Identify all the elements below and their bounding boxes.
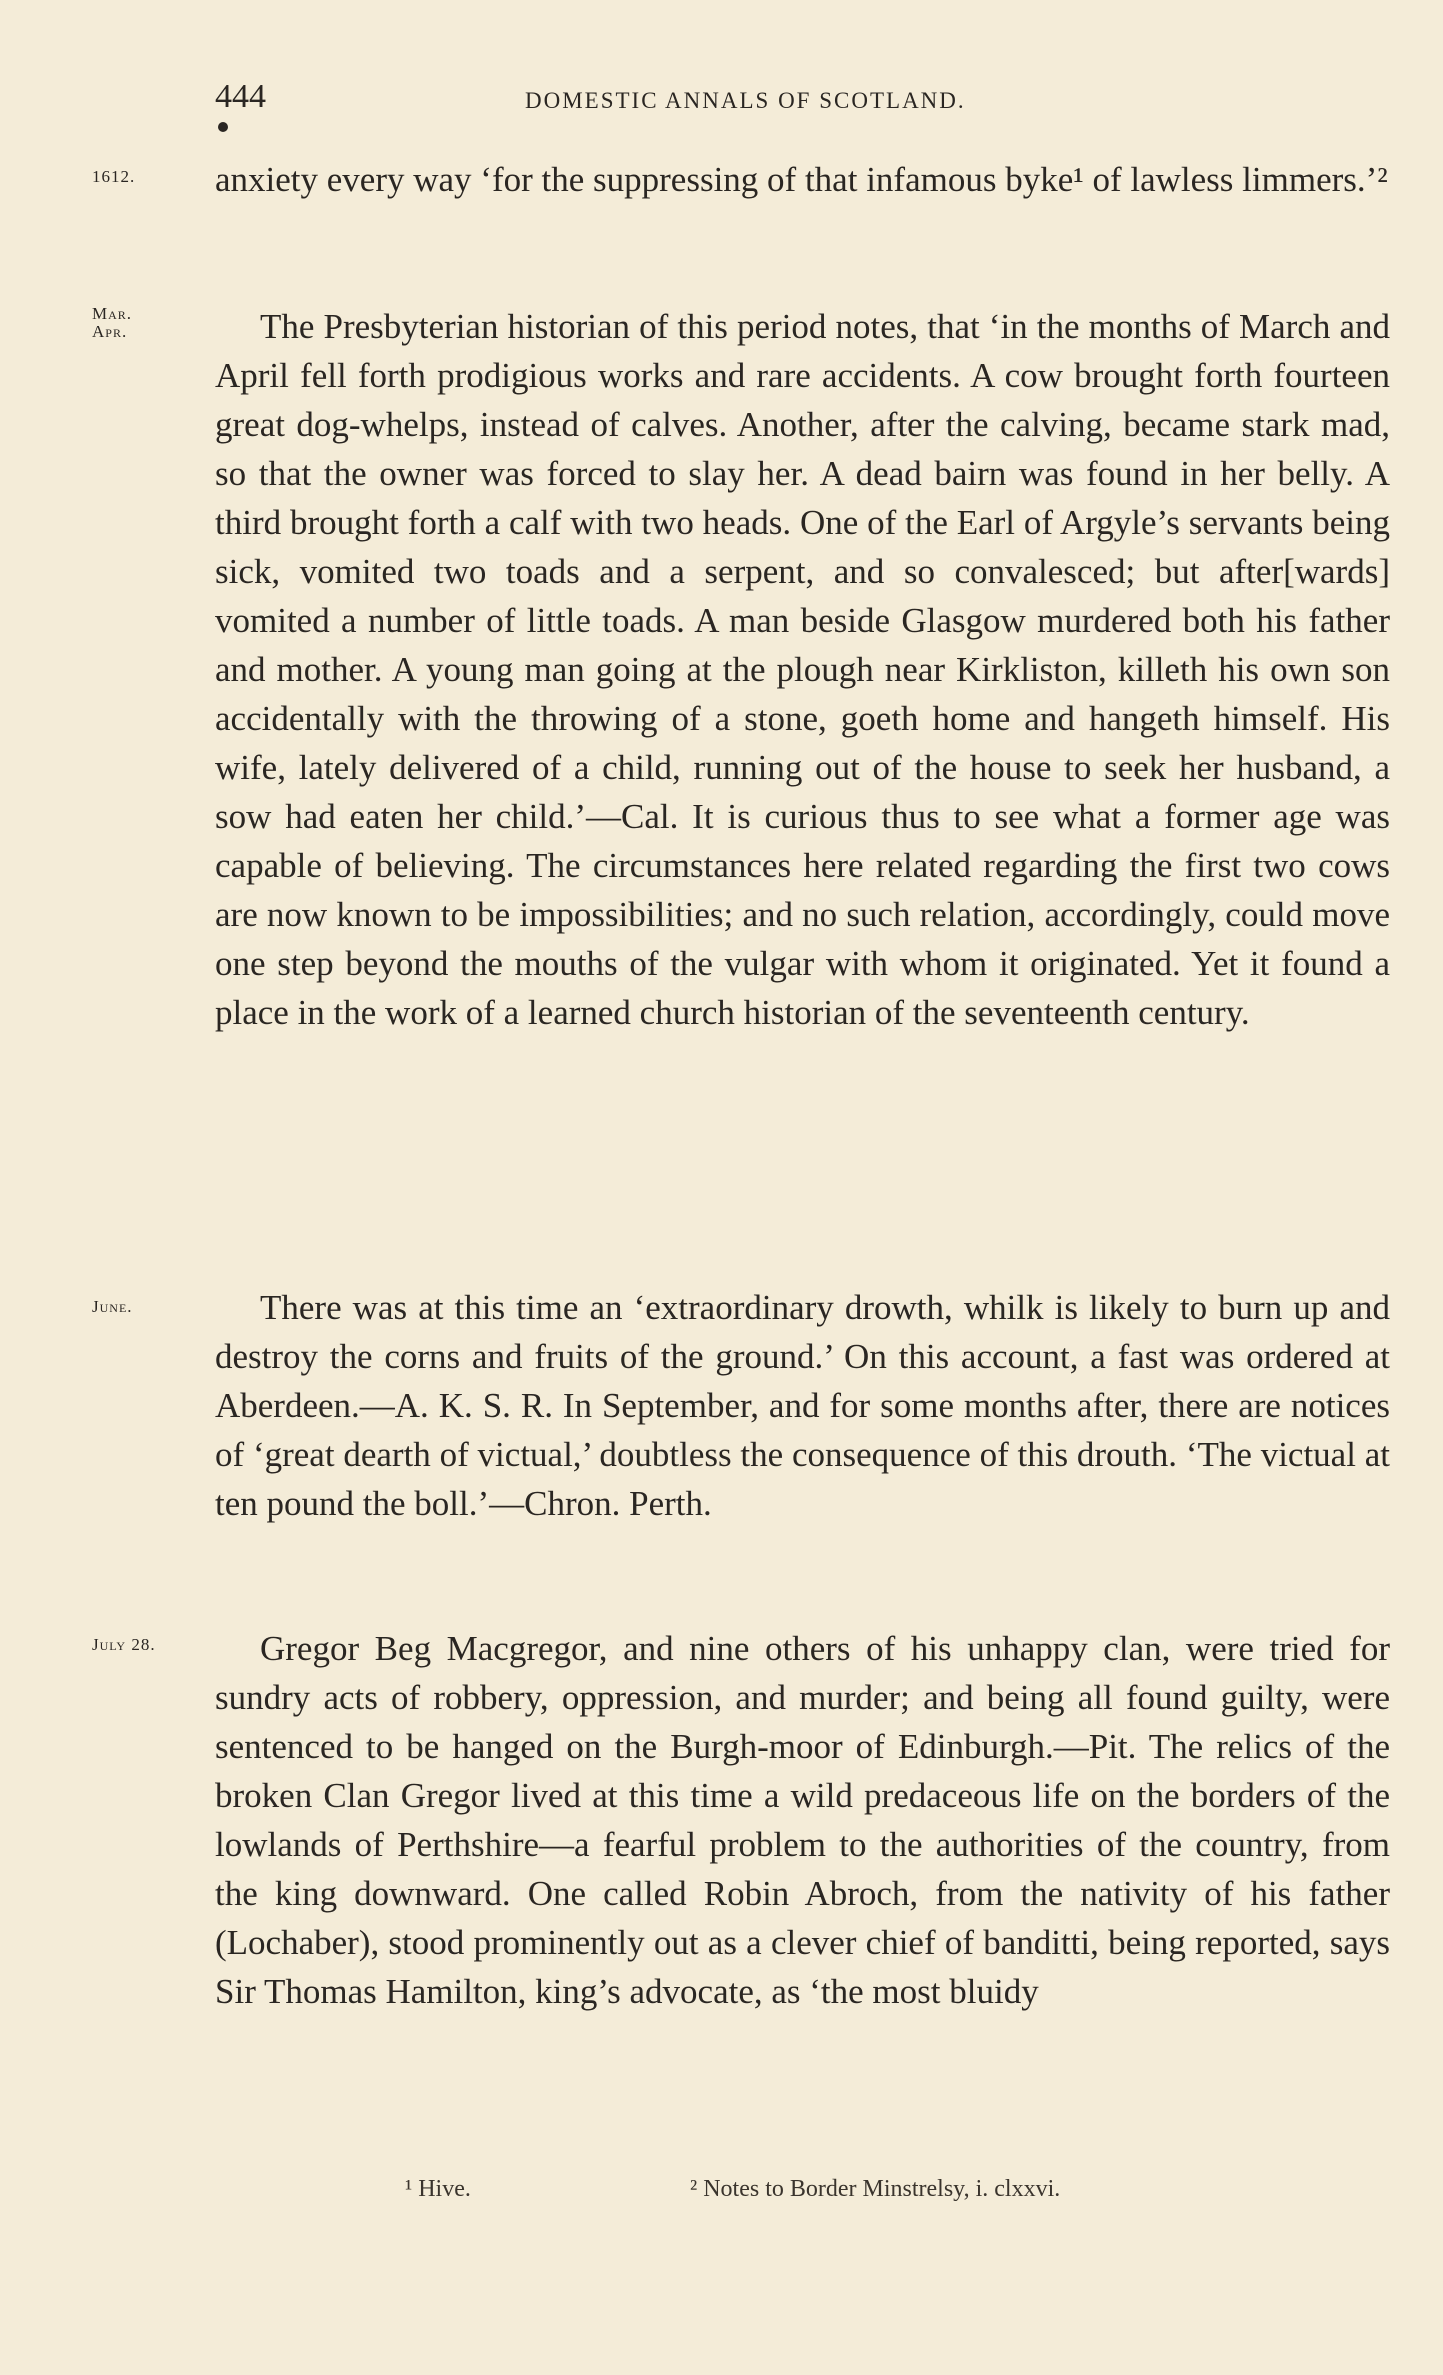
paragraph-0: anxiety every way ‘for the suppressing of that infamous byke¹ of lawless limmers.’² (215, 160, 1388, 199)
footnote-1: ¹ Hive. (405, 2176, 471, 2202)
paragraph-mar-apr (215, 302, 1390, 1037)
paragraph-2: There was at this time an ‘extraordinary drowth, whilk is likely to burn up and destroy the corns and fruits of the ground.’ On this account, a fast was ordered at Aberdeen.—A. K. S. R. In September, and for some months after, there are notices of ‘great dearth of victual,’ doubtless the consequence of this drouth. ‘The victual at ten pound the boll.’—Chron. Perth. (215, 1288, 1390, 1523)
ink-dot (218, 122, 228, 132)
page-number: 444 (215, 78, 266, 115)
margin-july: July 28. (92, 1635, 156, 1654)
margin-mar: Mar. (92, 304, 133, 323)
paragraph-3: Gregor Beg Macgregor, and nine others of his unhappy clan, were tried for sundry acts of robbery, oppression, and murder; and being all found guilty, were sentenced to be hanged on the Burgh-moor of Edinburgh.—Pit. The relics of the broken Clan Gregor lived at this time a wild predaceous life on the borders of the lowlands of Perthshire—a fearful problem to the authorities of the country, from the king downward. One called Robin Abroch, from the nativity of his father (Lochaber), stood prominently out as a clever chief of banditti, being reported, says Sir Thomas Hamilton, king’s advocate, as ‘the most bluidy (215, 1629, 1390, 2011)
footnote-2: ² Notes to Border Minstrelsy, i. clxxvi. (690, 2176, 1061, 2202)
margin-year: 1612. (92, 167, 136, 186)
paragraph-continuation (215, 155, 1390, 204)
margin-apr: Apr. (92, 322, 128, 341)
paragraph-1: The Presbyterian historian of this period notes, that ‘in the months of March and April fell forth prodigious works and rare accidents. A cow brought forth fourteen great dog-whelps, instead of calves. Another, after the calving, became stark mad, so that the owner was forced to slay her. A dead bairn was found in her belly. A third brought forth a calf with two heads. One of the Earl of Argyle’s servants being sick, vomited two toads and a serpent, and so convalesced; but after[wards] vomited a number of little toads. A man beside Glasgow murdered both his father and mother. A young man going at the plough near Kirkliston, killeth his own son accidentally with the throwing of a stone, goeth home and hangeth himself. His wife, lately delivered of a child, running out of the house to seek her husband, a sow had eaten her child.’—Cal. It is curious thus to see what a former age was capable of believing. The circumstances here related regarding the first two cows are now known to be impossibilities; and no such relation, accordingly, could move one step beyond the mouths of the vulgar with whom it originated. Yet it found a place in the work of a learned church historian of the seventeenth century. (215, 307, 1390, 1032)
margin-june: June. (92, 1297, 133, 1316)
paragraph-june (215, 1283, 1390, 1528)
running-title: DOMESTIC ANNALS OF SCOTLAND. (525, 88, 966, 113)
page-header (215, 78, 1095, 128)
paragraph-july (215, 1624, 1390, 2016)
